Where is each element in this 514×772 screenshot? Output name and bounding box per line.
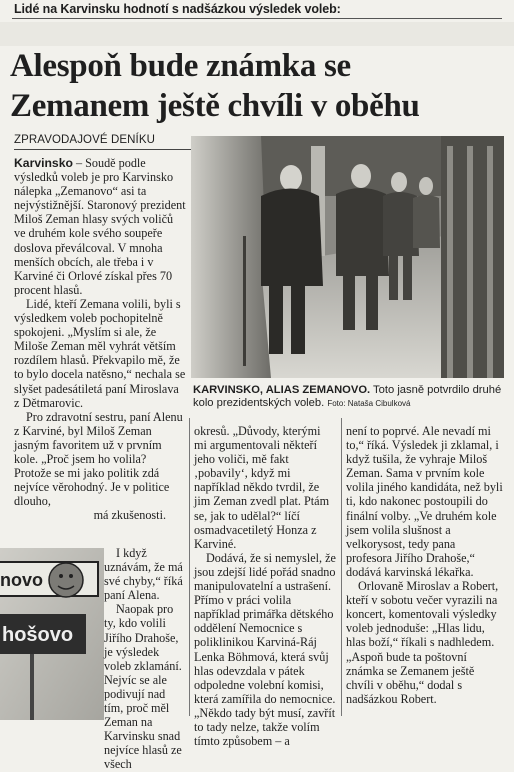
dateline: Karvinsko (14, 156, 73, 170)
headline-line-2: Zemanem ještě chvíli v oběhu (10, 88, 420, 124)
paragraph-9: Orlovaně Miroslav a Robert, kteří v sobotu večer vyrazili na koncert, komentovali výsledky voleb jednoduše: „Hlas lidu, hlas boží,“ říkali s nadhledem. „Aspoň bude ta poštovní známka se Zemanem ještě chvíli v oběhu,“ dodal s nadšázkou Robert. (346, 579, 499, 706)
headline-line-1: Alespoň bude známka se (10, 48, 351, 84)
column-1 (14, 156, 186, 522)
kicker: Lidé na Karvinsku hodnotí s nadšázkou výsledek voleb: (14, 2, 341, 16)
corridor-photo (191, 136, 504, 378)
kicker-divider (12, 18, 502, 19)
column-divider-1 (189, 418, 190, 716)
paragraph-1 (14, 156, 186, 297)
sign-text-top: novo (0, 570, 43, 590)
headline (10, 46, 510, 126)
paragraph-5: Naopak pro ty, kdo volili Jiřího Drahoše, je výsledek voleb zklamání. Nejvíc se ale podivují nad tím, proč měl Zeman na Karvinsku snad nejvíce hlasů ze všech (104, 602, 182, 772)
paragraph-2: Lidé, kteří Zemana volili, byli s výsledkem voleb pochopitelně spokojeni. „Myslím si ale, že Miloše Zeman měl vyhrát větším rozdílem hlasů. Překvapilo mě, že to bylo docela natěsno,“ nechala se slyšet padesátiletá paní Miroslava z Dětmarovic. (14, 296, 186, 410)
section-label: ZPRAVODAJOVÉ DENÍKU (14, 134, 155, 146)
paragraph-4: I když uznávám, že má své chyby,“ říká paní Alena. (104, 546, 183, 603)
column-3 (346, 424, 504, 706)
section-divider (14, 149, 194, 150)
paragraph-3-end: má zkušenosti. (93, 508, 166, 523)
paragraph-1-text: – Soudě podle výsledků voleb je pro Karvinsko nálepka „Zemanovo“ asi ta nejvýstižnější. Staronový prezident Miloš Zeman hlasy svých voličů ve druhém kole svého soupeře doslova převálcoval. V mnoha menších obcích, ale třeba i v Karviné či Orlové získal přes 70 procent hlasů. (14, 156, 186, 297)
paragraph-7: Dodává, že si nemyslel, že jsou zdejší lidé pořád snadno manipulovatelní a ustrašení. Přímo v práci volila například primářka dětského oddělení Nemocnice s poliklinikou Karviná-Ráj Lenka Böhmová, která svůj hlas odevzdala v pátek odpoledne volební komisi, která zamířila do nemocnice. „Někdo tady být musí, zavřít to tady nelze, takže volím tímto způsobem – a (194, 550, 336, 749)
paragraph-6: okresů. „Důvody, kterými mi argumentovali někteří jeho voliči, mě fakt ‚pobavily‘, když mi například někdo tvrdil, že jim Zeman zvedl plat. Ptám se, jak to udělal?“ líčí osmadvacetiletý Honza z Karviné. (194, 424, 330, 551)
caption-title: KARVINSKO, ALIAS ZEMANOVO. (193, 384, 371, 396)
paragraph-3: Pro zdravotní sestru, paní Alenu z Karviné, byl Miloš Zeman jasným favoritem už v prvním kole. „Proč jsem ho volila? Protože se mi jako politik zdá nejvíce věrohodný. Je v politice dlouho, (14, 409, 183, 509)
background-print-band (0, 22, 514, 46)
column-2 (194, 424, 336, 748)
paragraph-8: není to poprvé. Ale nevadí mi to,“ říká. Výsledek ji zklamal, i když tušila, že vyhraje Miloš Zeman. Sama v prvním kole volila jiného kandidáta, než byli ti, kdo nakonec postoupili do finální volby. „Ve druhém kole jsem volila slušnost a velkorysost, tedy pana profesora Jiřího Drahoše,“ dodává karvinská lékařka. (346, 424, 503, 579)
caption-text: Toto jasně potvrdilo druhé kolo prezidentských voleb. (193, 384, 502, 409)
street-sign-photo (0, 548, 104, 720)
photo-caption (193, 384, 506, 410)
column-1-wrap (104, 546, 186, 772)
photo-credit: Foto: Nataša Cibulková (327, 399, 411, 408)
column-divider-2 (341, 418, 342, 716)
sign-text-bottom: hošovo (2, 624, 74, 646)
